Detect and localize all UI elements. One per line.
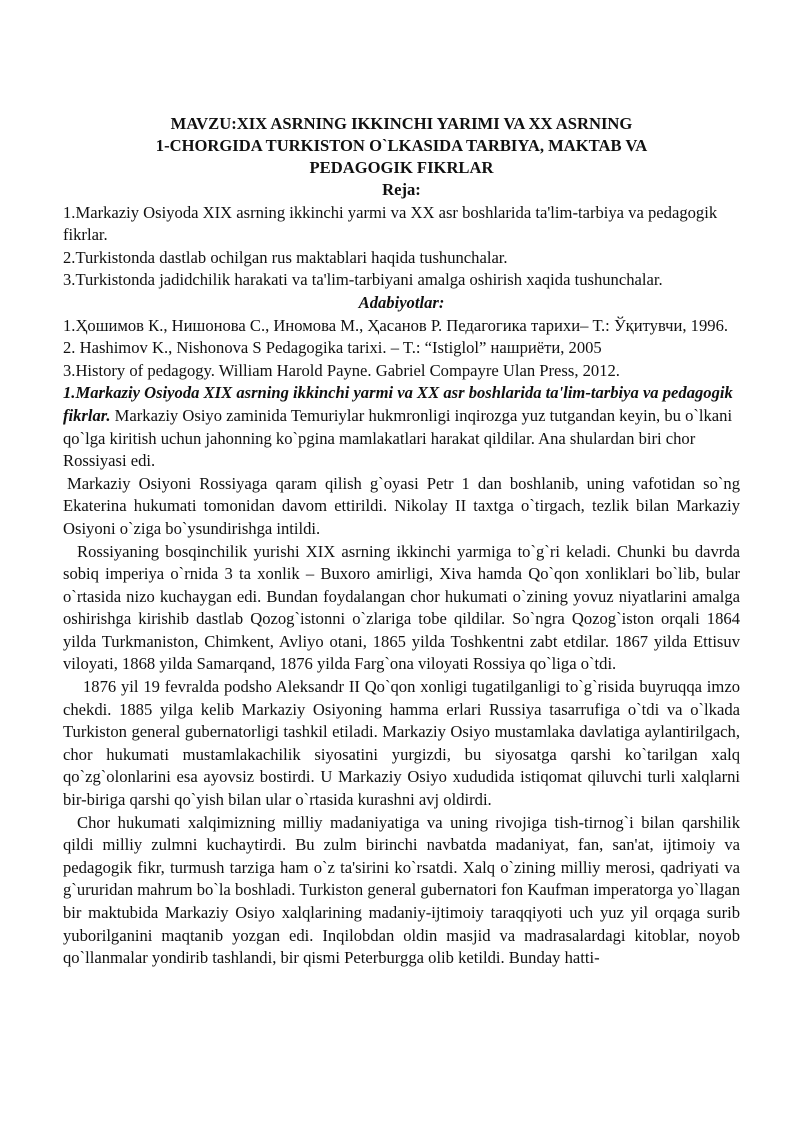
document-page <box>63 113 740 970</box>
plan-heading: Reja: <box>382 180 421 199</box>
body-paragraph: Markaziy Osiyoni Rossiyaga qaram qilish g`oyasi Petr 1 dan boshlanib, uning vafotidan so`ng Ekaterina hukumati tomonidan davom ettirildi. Nikolay II taxtga o`tirgach, tezlik bilan Markaziy Osiyoni o`ziga bo`ysundirishga intildi. <box>63 473 740 538</box>
section-1-intro <box>63 382 740 472</box>
section-1-lead: Markaziy Osiyo zaminida Temuriylar hukmronligi inqirozga yuz tutgandan keyin, bu o`lkani qo`lga kiritish uchun jahonning ko`pgina mamlakatlari harakat qildilar. Ana shulardan biri chor Rossiyasi edi. <box>63 405 733 471</box>
plan-item: 3.Turkistonda jadidchilik harakati va ta'lim-tarbiyani amalga oshirish xaqida tushunchalar. <box>63 270 663 290</box>
document-title <box>63 113 740 179</box>
literature-item: 3.History of pedagogy. William Harold Payne. Gabriel Compayre Ulan Press, 2012. <box>63 360 620 380</box>
title-line: MAVZU:XIX ASRNING IKKINCHI YARIMI VA XX ASRNING <box>170 114 633 133</box>
title-line: 1-CHORGIDA TURKISTON O`LKASIDA TARBIYA, MAKTAB VA <box>155 136 648 155</box>
body-paragraph: 1876 yil 19 fevralda podsho Aleksandr II Qo`qon xonligi tugatilganligi to`g`risida buyruqqa imzo chekdi. 1885 yilga kelib Markaziy Osiyoning hamma erlari Russiya tasarrufiga o`tdi va o`lkada Turkiston general gubernatorligi tashkil etiladi. Markaziy Osiyo mustamlaka davlatiga aylantirilgach, chor hukumati mustamlakachilik siyosatini yurgizdi, bu siyosatga qarshi ko`tarilgan xalq qo`zg`olonlarini esa ayovsiz bostirdi. U Markaziy Osiyo xududida istiqomat qiluvchi turli xalqlarni bir-biriga qarshi qo`yish bilan ular o`rtasida kurashni avj oldirdi. <box>63 677 740 810</box>
literature-item: 2. Hashimov K., Nishonova S Pedagogika tarixi. – T.: “Istiglol” нашриёти, 2005 <box>63 338 602 358</box>
plan-item: 1.Markaziy Osiyoda XIX asrning ikkinchi yarmi va XX asr boshlarida ta'lim-tarbiya va pedagogik fikrlar. <box>63 202 718 245</box>
title-line: PEDAGOGIK FIKRLAR <box>309 158 494 177</box>
literature-item: 1.Ҳошимов К., Нишонова С., Иномова М., Ҳасанов Р. Педагогика тарихи– Т.: Ўқитувчи, 1996. <box>63 315 729 335</box>
section-1-heading: 1.Markaziy Osiyoda XIX asrning ikkinchi yarmi va XX asr boshlarida ta'lim-tarbiya va pedagogik fikrlar. <box>63 383 733 425</box>
plan-item: 2.Turkistonda dastlab ochilgan rus maktablari haqida tushunchalar. <box>63 247 508 267</box>
body-paragraph: Rossiyaning bosqinchilik yurishi XIX asrning ikkinchi yarmiga to`g`ri keladi. Chunki bu davrda sobiq imperiya o`rnida 3 ta xonlik – Buxoro amirligi, Xiva hamda Qo`qon xonliklari bo`lib, bular o`rtasida nizo kuchaygan edi. Bundan foydalangan chor hukumati o`zining yovuz niyatlarini amalga oshirishga kirishib dastlab Qozog`istonni o`zlariga tobe qildilar. So`ngra Qozog`iston orqali 1864 yilda Turkmaniston, Chimkent, Avliyo otani, 1865 yilda Toshkentni zabt etdilar. 1867 yilda Ettisuv viloyati, 1868 yilda Samarqand, 1876 yilda Farg`ona viloyati Rossiya qo`liga o`tdi. <box>63 541 740 674</box>
body-paragraph: Chor hukumati xalqimizning milliy madaniyatiga va uning rivojiga tish-tirnog`i bilan qarshilik qildi milliy zulmni kuchaytirdi. Bu zulm birinchi navbatda madaniyat, fan, san'at, ijtimoiy va pedagogik fikr, turmush tarziga ham o`z ta'sirini ko`rsatdi. Xalq o`zining milliy merosi, qadriyati va g`ururidan mahrum bo`la boshladi. Turkiston general gubernatori fon Kaufman imperatorga yo`llagan bir maktubida Markaziy Osiyo xalqlarining madaniy-ijtimoiy taraqqiyoti uch yuz yil orqaga surib yuborilganini maqtanib yozgan edi. Inqilobdan oldin masjid va madrasalardagi kitoblar, noyob qo`llanmalar yondirib tashlandi, bir qismi Peterburgga olib ketildi. Bunday hatti- <box>63 812 740 968</box>
literature-heading: Adabiyotlar: <box>358 292 445 312</box>
